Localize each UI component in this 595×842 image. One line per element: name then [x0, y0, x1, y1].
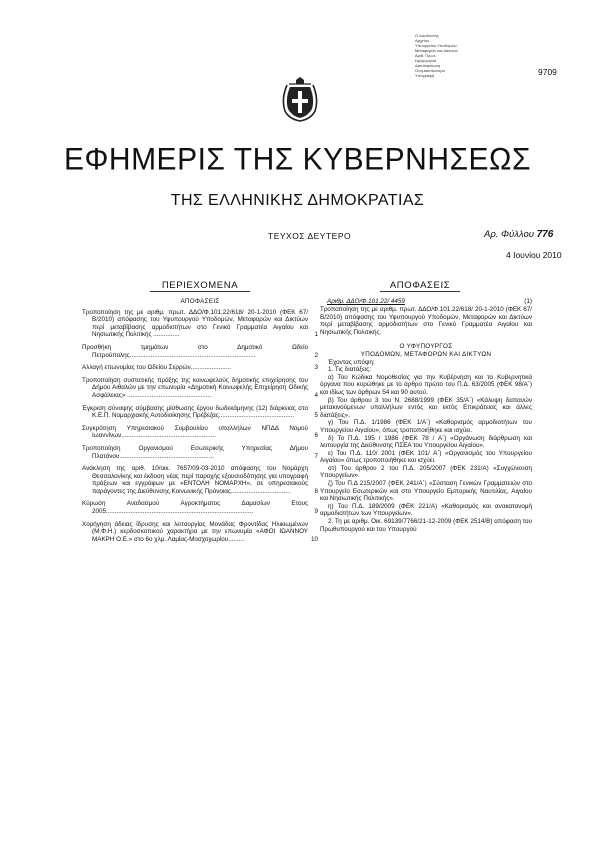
decision-paragraph: 1. Τις διατάξεις:: [328, 366, 372, 374]
stamp-line: Υπογραφή: [415, 73, 435, 78]
toc-entry-text: Τροποποίηση συστατικής πράξης της κοινωφελούς δημοτικής επιχείρησης του Δήμου Αιθαλών με την επωνυμία «Δημοτική Κοινωφελής Επιχείρηση Οδικής Ασφάλειας» ................................................: [82, 376, 308, 399]
toc-entry-text: Τροποποίηση Οργανισμού Εσωτερικής Υπηρεσίας Δήμου Πλατάνου......................................................: [82, 444, 308, 460]
decision-summary: Τροποποίηση της με αριθμ. πρωτ. ΔΔΟ/Φ.101.22/618/ 20-1-2010 (ΦΕΚ 67/Β/2010) απόφασης του Υφυπουργού Υποδομών, Μεταφορών και Δικτύων περί μεταβίβασης αρμοδιοτήτων στο Γενικό Γραμματέα Αιγαίου και Νησιωτικής Πολιτικής.: [320, 306, 532, 336]
toc-entry-number: 2: [314, 351, 318, 359]
decision-paragraph: ε) Του Π.Δ. 110/ 2001 (ΦΕΚ 101/ Α΄) «Οργανισμός του Υπουργείου Αιγαίου» όπως τροποποιήθηκε και ισχύει.: [320, 449, 532, 465]
toc-entry-number: 7: [314, 452, 318, 460]
stamp-line: Αρχείου: [415, 38, 430, 43]
toc-entry-number: 8: [314, 487, 318, 495]
decision-paragraph: α) Του Κώδικα Νομοθεσίας για την Κυβέρνηση και τα Κυβερνητικά όργανα που κυρώθηκε με το άρθρο πρώτο του Π.Δ. 63/2005 (ΦΕΚ 98/Α΄) και ιδίως των άρθρων 54 και 90 αυτού.: [320, 373, 532, 396]
decision-paragraph: στ) Του άρθρου 2 του Π.Δ. 205/2007 (ΦΕΚ 231/Α) «Συγχώνευση Υπουργείων».: [320, 464, 532, 480]
decision-paragraph: γ) Του Π.Δ. 1/1986 (ΦΕΚ 1/Α΄) «Καθορισμός αρμοδιοτήτων του Υπουργείου Αιγαίου», όπως τροποποιήθηκε και ισχύει.: [320, 419, 532, 434]
stamp-line: Ονοματεπώνυμο: [415, 68, 445, 73]
toc-entry[interactable]: [82, 309, 318, 339]
toc-entry[interactable]: [82, 465, 318, 495]
toc-entry[interactable]: [82, 521, 318, 544]
issue-label: ΤΕΥΧΟΣ ΔΕΥΤΕΡΟ: [268, 231, 352, 241]
gazette-title: ΕΦΗΜΕΡΙΣ ΤΗΣ ΚΥΒΕΡΝΗΣΕΩΣ: [63, 142, 532, 177]
decision-paragraph: δ) Το Π.Δ. 195 / 1986 (ΦΕΚ 78 / Α΄) «Οργάνωση διάρθρωση και λειτουργία της Διεύθυνσης ΠΣΕΑ του Υπουργείου Αιγαίου».: [320, 434, 532, 450]
contents-heading: ΠΕΡΙΕΧΟΜΕΝΑ: [161, 280, 239, 291]
decision-paragraph: ζ) Του Π.Δ 215/2007 (ΦΕΚ 241/Α΄) «Σύσταση Γενικών Γραμματειών στο Υπουργείο Εσωτερικών και στο Υπουργείο Εμπορικής Ναυτιλίας, Αιγαίου και Νησιωτικής Πολιτικής».: [320, 480, 532, 503]
contents-subheading: ΑΠΟΦΑΣΕΙΣ: [180, 298, 220, 305]
decision-number: (1): [524, 298, 532, 305]
stamp-line: Υπουργείου Υποδομών,: [415, 43, 458, 48]
gazette-subtitle: ΤΗΣ ΕΛΛΗΝΙΚΗΣ ΔΗΜΟΚΡΑΤΙΑΣ: [170, 192, 425, 209]
divider: [380, 291, 460, 292]
toc-entry[interactable]: [82, 364, 318, 372]
toc-entry[interactable]: [82, 377, 318, 400]
decision-paragraph: β) Του άρθρου 3 του Ν. 2688/1999 (ΦΕΚ 35/Α΄) «Κάλυψη δαπανών μετακινούμενων υπαλλήλων εντός και εκτός Επικράτειας και άλλες διατάξεις».: [320, 396, 532, 419]
toc-entry-text: Συγκρότηση Υπηρεσιακού Συμβουλίου υπαλλήλων ΝΠΔΔ Νομού Ιωαννίνων......................................................: [82, 424, 308, 440]
decision-paragraph: η) Του Π.Δ. 189/2009 (ΦΕΚ 221/Α) «Καθορισμός και ανακατανομή αρμοδιοτήτων των Υπουργείων».: [320, 502, 532, 518]
toc-entry-number: 4: [314, 391, 318, 399]
toc-entry-text: Χορήγηση άδειας ίδρυσης και λειτουργίας Μονάδας Φροντίδας Ηλικιωμένων (Μ.Φ.Η.) κερδοσκοπικού χαρακτήρα με την επωνυμία «ΑΦΟΙ ΙΩΑΝΝΟΥ ΜΑΚΡΗ Ο.Ε.» στο 6ο χλμ. Λαμίας-Μοσχοχωρίου.........: [82, 520, 308, 543]
toc-entry-text: Κύρωση Αναδασμού Αγροκτήματος Δαμασίων Ετους 2005....................................................................................: [82, 500, 308, 516]
decisions-heading: ΑΠΟΦΑΣΕΙΣ: [389, 280, 451, 291]
toc-entry-text: Έγκριση σύναψης σύμβασης μίσθωσης έργου δωδεκάμηνης (12) διάρκειας στο Κ.Ε.Π. Νομαρχιακής Αυτοδιοίκησης Πρέβεζας...........................................: [82, 404, 308, 420]
sheet-number-block: [484, 229, 553, 240]
toc-entry[interactable]: [82, 405, 318, 420]
issue-date: 4 Ιουνίου 2010: [506, 250, 562, 260]
toc-entry-number: 9: [314, 508, 318, 516]
stamp-line: Ημερομηνία: [415, 58, 437, 63]
sheet-number: 776: [536, 229, 554, 240]
stamp-line: Μεταφορών και Δικτύων: [415, 48, 458, 53]
ministry-name: ΥΠΟΔΟΜΩΝ, ΜΕΤΑΦΟΡΩΝ ΚΑΙ ΔΙΚΤΥΩΝ: [360, 350, 492, 358]
decision-reference[interactable]: Αριθμ. ΔΔΟ/Φ.101.22/ 4459: [327, 298, 405, 305]
toc-entry-text: Προσθήκη τμημάτων στο Δημοτικό Ωδείο Πετρούπολης........................................................................: [82, 343, 308, 359]
decision-reference-line: [320, 298, 532, 306]
toc-entry-number: 3: [314, 364, 318, 372]
decision-paragraph: Έχοντας υπόψη:: [328, 358, 375, 366]
toc-entry-text: Ανάκληση της αριθ. 10/οικ. 7657/09-03-2010 απόφασης του Νομάρχη Θεσσαλονίκης και έκδοση νέας περί παροχής εξουσιοδότησης για υπογραφή πράξεων και εγγράφων με «ΕΝΤΟΛΗ ΝΟΜΑΡΧΗ», σε υπηρεσιακούς παράγοντες της Διεύθυνσης Κοινωνικής Πρόνοιας..................................: [82, 465, 308, 495]
toc-entry[interactable]: [82, 344, 318, 359]
stamp-line: Διεκπεραίωση: [415, 63, 441, 68]
toc-entry[interactable]: [82, 425, 318, 440]
toc-entry-number: 6: [314, 432, 318, 440]
coat-of-arms-icon: [279, 77, 321, 123]
stamp-line: Ο Διευθυντής: [415, 33, 439, 38]
toc-entry-number: 1: [314, 331, 318, 339]
page-number: 9709: [538, 67, 557, 77]
contents-column: [82, 298, 318, 548]
minister-title: Ο ΥΦΥΠΟΥΡΓΟΣ: [399, 343, 453, 351]
decisions-column: [320, 298, 532, 533]
stamp-line: Αριθ. Πρωτ.: [415, 53, 437, 58]
archive-stamp: [415, 33, 495, 78]
decision-paragraph: 2. Τη με αριθμ. Οικ. 69139/7766/21-12-2009 (ΦΕΚ 2514/Β) απόφαση του Πρωθυπουργού και του Υπουργού: [320, 518, 532, 533]
divider: [150, 291, 250, 292]
toc-entry-text: Τροποποίηση της με αριθμ. πρωτ. ΔΔΟ/Φ.101.22/618/ 20-1-2010 (ΦΕΚ 67/Β/2010) απόφασης του Υφυπουργού Υποδομών, Μεταφορών και Δικτύων περί μεταβίβασης αρμοδιοτήτων στο Γενικό Γραμματέα Αιγαίου και Νησιωτικής Πολιτικής ...............: [82, 308, 308, 339]
toc-entry-number: 5: [314, 412, 318, 420]
toc-entry[interactable]: [82, 445, 318, 460]
toc-entry[interactable]: [82, 500, 318, 515]
sheet-label: Αρ. Φύλλου: [484, 229, 534, 240]
toc-entry-number: 10: [310, 535, 318, 543]
toc-entry-text: Αλλαγή επωνυμίας του Ωδείου Σερρών.......................: [82, 364, 231, 372]
